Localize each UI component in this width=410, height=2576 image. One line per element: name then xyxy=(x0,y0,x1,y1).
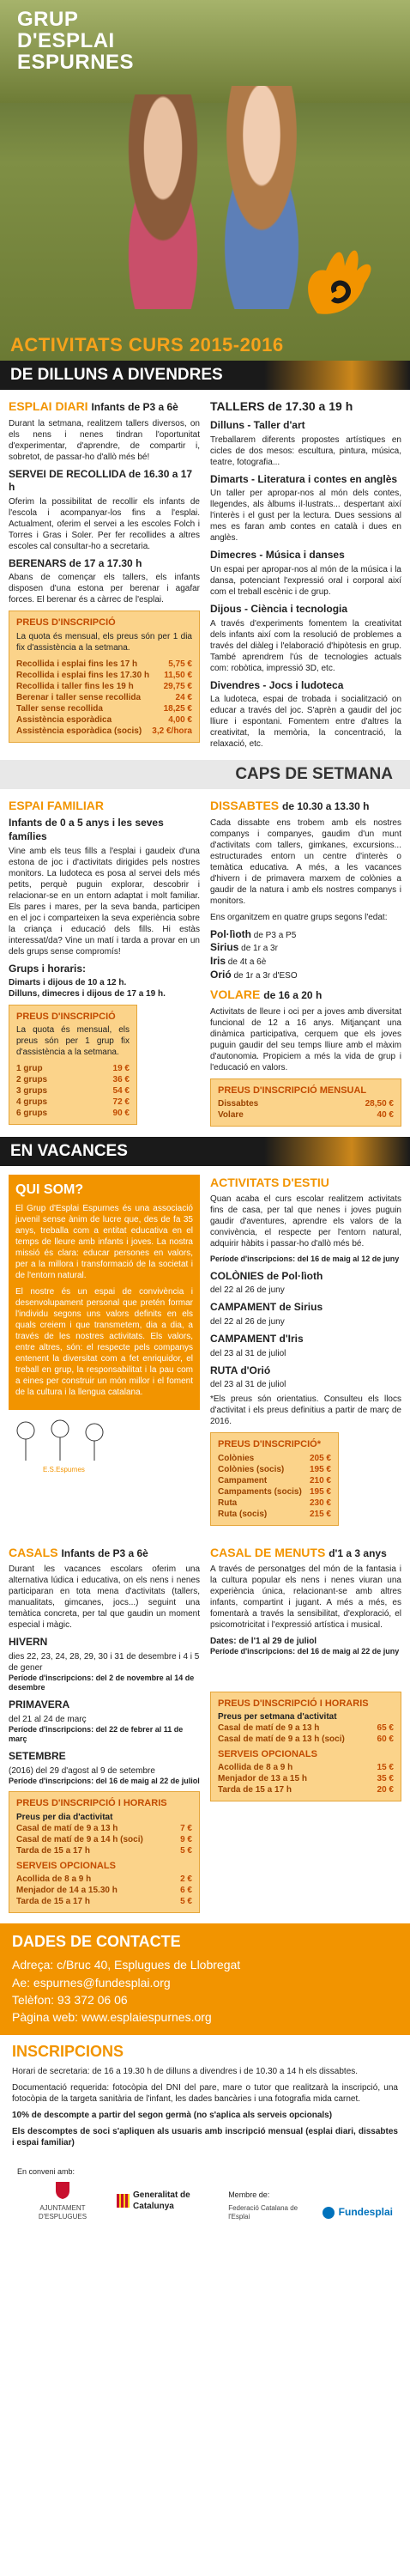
berenars-text: Abans de començar els tallers, els infants disposen d'una estona per berenar i agafar forces. El berenar és a càrrec de l'esplai. xyxy=(9,573,200,605)
price-row: Berenar i taller sense recollida 24 € xyxy=(16,692,192,702)
quisom-column xyxy=(9,1175,200,1531)
dissabtes-price-box: PREUS D'INSCRIPCIÓ MENSUAL Dissabtes 28,50 € Volare 40 € xyxy=(210,1078,401,1127)
contact-web[interactable]: Pàgina web: www.esplaiespurnes.org xyxy=(12,2009,212,2024)
contact-band xyxy=(0,1923,410,2035)
holidays-section xyxy=(0,1166,410,1536)
price-row: Recollida i esplai fins les 17 h 5,75 € xyxy=(16,659,192,669)
hero-banner xyxy=(0,0,410,361)
casals-price-box: PREUS D'INSCRIPCIÓ I HORARIS Preus per dia d'activitat Casal de matí de 9 a 13 h 7 € Casal de matí de 9 a 14 h (soci) 9 € Tarda de 15 a 17 h 5 € SERVEIS OPCIONALS Acollida de 8 a 9 h 2 € Menjador de 14 a 15.30 h 6 € Tarda de 15 a 17 h 5 € xyxy=(9,1791,200,1913)
weekday-price-box: PREUS D'INSCRIPCIÓ La quota és mensual, els preus són per 1 dia fix d'assistència a la setmana. Recollida i esplai fins les 17 h 5,75 € Recollida i esplai fins les 17.30 h 11,50 € Recollida i taller fins les 19 h 29,75 € Berenar i taller sense recollida 24 € Taller sense recollida 18,25 € Assistència esporàdica 4,00 € Assistència esporàdica (socis) 3,2 €/hora xyxy=(9,611,200,742)
band-weekend: CAPS DE SETMANA xyxy=(0,760,410,789)
casals-section xyxy=(0,1536,410,1923)
drawing-caption: E.S.Espurnes xyxy=(43,1465,85,1473)
berenars-heading: BERENARS de 17 a 17.30 h xyxy=(9,556,142,569)
fcesplai-logo: Federació Catalana de l'Esplai xyxy=(228,2203,298,2221)
generalitat-icon xyxy=(117,2194,130,2208)
price-row: Taller sense recollida 18,25 € xyxy=(16,703,192,714)
price-row: Assistència esporàdica 4,00 € xyxy=(16,714,192,725)
recollida-text: Oferim la possibilitat de recollir els infants de l'escola i acompanyar-los fins a l'esplai. Actualment, oferim el servei a les escoles Folch i Torres i Gras i Soler. Per fer recollides a altres escoles cal consultar-ho a secretaria. xyxy=(9,496,200,551)
menuts-price-box: PREUS D'INSCRIPCIÓ I HORARIS Preus per setmana d'activitat Casal de matí de 9 a 13 h 65 € Casal de matí de 9 a 13 h (soci) 60 € SERVEIS OPCIONALS Acollida de 8 a 9 h 15 € Menjador de 13 a 15 h 35 € Tarda de 15 a 17 h 20 € xyxy=(210,1692,401,1802)
band-weekday: DE DILLUNS A DIVENDRES xyxy=(0,361,410,390)
inscriptions-section: INSCRIPCIONS Horari de secretaria: de 16 a 19.30 h de dilluns a divendres i de 10.30 a 14 h els dissabtes. Documentació requerida: fotocòpia del DNI del pare, mare o tutor que realitzarà la inscripció, una fotocòpia de la targeta sanitària de l'infant, les dades bancàries i una fotografia mida carnet. 10% de descompte a partir del segon germà (no s'aplica als serveis opcionals) Els descomptes de soci s'apliquen als usuaris amb inscripció mensual (esplai diari, dissabtes i espai familiar) xyxy=(12,2043,398,2148)
espurnes-hand-logo-icon xyxy=(292,232,386,326)
footer: En conveni amb: AJUNTAMENT D'ESPLUGUES Generalitat de Catalunya Membre de: Federació Catalana de l'Esplai Fundesplai xyxy=(17,2166,393,2221)
weekday-section xyxy=(0,390,410,760)
weekday-left-column xyxy=(9,398,200,755)
esplai-diari-heading: ESPLAI DIARI Infants de P3 a 6è xyxy=(9,399,178,413)
children-drawing-icon xyxy=(9,1413,120,1473)
group-name: GRUP D'ESPLAI ESPURNES xyxy=(17,8,135,75)
main-title: ACTIVITATS CURS 2015-2016 xyxy=(10,334,284,355)
band-holidays: EN VACANCES xyxy=(0,1137,410,1166)
contact-address: Adreça: c/Bruc 40, Esplugues de Llobregat xyxy=(12,1958,241,1972)
price-row: Recollida i esplai fins les 17.30 h 11,50 € xyxy=(16,670,192,680)
estiu-column: ACTIVITATS D'ESTIU Quan acaba el curs escolar realitzem activitats fins de casa, per tal que nenes i joves puguin gaudir d'aventures, aprendre els valors de la convivència, el respecte per l'entorn natural, adquirir hàbits i passar-ho d'allò més bé. Període d'inscripcions: del 16 de maig al 12 de juny COLÒNIES de Pol·lìoth del 22 al 26 de juny CAMPAMENT de Sirius del 22 al 26 de juny CAMPAMENT d'Iris del 23 al 31 de juliol RUTA d'Orió del 23 al 31 de juliol *Els preus són orientatius. Consulteu els llocs d'activitat i els preus definitius a partir de març de 2016. PREUS D'INSCRIPCIÓ* Colònies 205 € Colònies (socis) 195 € Campament 210 € Campaments (socis) 195 € Ruta 230 € Ruta (socis) 215 € xyxy=(210,1175,401,1531)
shield-icon xyxy=(54,2180,71,2201)
casals-column: CASALS Infants de P3 a 6è Durant les vacances escolars oferim una alternativa lúdica i educativa, on els nens i nenes participaran en tota mena d'activitats (tallers, manualitats, gimcanes, jocs...) seguint una temàtica concreta, per tal que gaudin un moment especial i màgic. HIVERN dies 22, 23, 24, 28, 29, 30 i 31 de desembre i 4 i 5 de gener Període d'inscripcions: del 2 de novembre al 14 de desembre PRIMAVERA del 21 al 24 de març Període d'inscripcions: del 22 de febrer al 11 de març SETEMBRE (2016) del 29 d'agost al 9 de setembre Període d'inscripcions: del 16 de maig al 22 de juliol PREUS D'INSCRIPCIÓ I HORARIS Preus per dia d'activitat Casal de matí de 9 a 13 h 7 € Casal de matí de 9 a 14 h (soci) 9 € Tarda de 15 a 17 h 5 € SERVEIS OPCIONALS Acollida de 8 a 9 h 2 € Menjador de 14 a 15.30 h 6 € Tarda de 15 a 17 h 5 € xyxy=(9,1545,200,1918)
familiar-price-box: PREUS D'INSCRIPCIÓ La quota és mensual, els preus són per 1 grup fix d'assistència a la setmana. 1 grup 19 € 2 grups 36 € 3 grups 54 € 4 grups 72 € 6 grups 90 € xyxy=(9,1005,137,1125)
qui-som-box: QUI SOM? El Grup d'Esplai Espurnes és una associació juvenil sense ànim de lucre que, des de fa 35 anys, treballa com a entitat educativa en el temps de lleure amb infants i joves. La nostra missió és clara: educar persones en valors, per a la millora i transformació de la societat i de l'entorn natural. El nostre és un espai de convivència i desenvolupament personal que pretén formar l'individu segons uns valors definits en els quals creiem i que transmetem, dia a dia, a través de les nostres activitats. Els valors, entre altres, són: el respecte pels companys entenent la diversitat com a fet enriquidor, el treball en grup, la responsabilitat i la pau com a eines per construir un món millor i el foment de la cultura i la llengua catalana. xyxy=(9,1175,200,1410)
contact-title: DADES DE CONTACTE xyxy=(12,1932,181,1950)
ajuntament-logo: AJUNTAMENT D'ESPLUGUES xyxy=(17,2180,108,2221)
esplai-diari-text: Durant la setmana, realitzem tallers diversos, on els nens i nenes tindran l'oportunitat d'experimentar, d'aprendre, de compartir i, sobretot, de passar-ho d'allò més bé! xyxy=(9,418,200,462)
tallers-heading: TALLERS de 17.30 a 19 h xyxy=(210,399,353,413)
weekend-right-column: DISSABTES de 10.30 a 13.30 h Cada dissabte ens trobem amb els nostres companys i companyes, gaudim d'un munt d'activitats com tallers, gimkanes, excursions... estructurades entorn un centre d'interès o temàtica educativa. A més, a les vacances d'hivern i de primavera marxem de colònies a gaudir de la natura i amb els nostres companys i monitors. Ens organitzem en quatre grups segons l'edat: Pol·lìoth de P3 a P5 Sirius de 1r a 3r Iris de 4t a 6è Orió de 1r a 3r d'ESO VOLARE de 16 a 20 h Activitats de lleure i oci per a joves amb diversitat funcional de 12 a 16 anys. Mitjançant una dinàmica participativa, cerquem que els joves puguin gaudir del seu temps lliure amb el màxim d'autonomia. Propiciem a més la vida de grup i l'educació en valors. PREUS D'INSCRIPCIÓ MENSUAL Dissabtes 28,50 € Volare 40 € xyxy=(210,798,401,1132)
estiu-price-box: PREUS D'INSCRIPCIÓ* Colònies 205 € Colònies (socis) 195 € Campament 210 € Campaments (socis) 195 € Ruta 230 € Ruta (socis) 215 € xyxy=(210,1432,339,1525)
generalitat-logo: Generalitat de Catalunya xyxy=(117,2190,228,2212)
price-row: Recollida i taller fins les 19 h 29,75 € xyxy=(16,681,192,691)
contact-email[interactable]: Ae: espurnes@fundesplai.org xyxy=(12,1975,171,1990)
price-row: Assistència esporàdica (socis) 3,2 €/hora xyxy=(16,726,192,736)
fundesplai-logo: Fundesplai xyxy=(322,2206,393,2220)
fundesplai-icon xyxy=(322,2206,335,2220)
menuts-column: CASAL DE MENUTS d'1 a 3 anys A través de personatges del món de la fantasia i la cultura popular els nens i nenes viuran una experiència única, relacionant-se amb altres infants, compartint i jugant. A més a més, es fomentarà a través la sensibilitat, d'exploració, el psicomotricitat i l'expressió artística i musical. Dates: de l'1 al 29 de juliol Període d'inscripcions: del 16 de maig al 22 de juny PREUS D'INSCRIPCIÓ I HORARIS Preus per setmana d'activitat Casal de matí de 9 a 13 h 65 € Casal de matí de 9 a 13 h (soci) 60 € SERVEIS OPCIONALS Acollida de 8 a 9 h 15 € Menjador de 13 a 15 h 35 € Tarda de 15 a 17 h 20 € xyxy=(210,1545,401,1918)
weekend-section xyxy=(0,789,410,1137)
contact-phone[interactable]: Telèfon: 93 372 06 06 xyxy=(12,1992,128,2007)
recollida-heading: SERVEI DE RECOLLIDA de 16.30 a 17 h xyxy=(9,467,193,494)
weekend-left-column: ESPAI FAMILIAR Infants de 0 a 5 anys i les seves famílies Vine amb els teus fills a l'esplai i gaudeix d'una estona de joc i d'activitats dirigides pels nostres monitors. La ludoteca es posa al servei dels més petits, perquè puguin explorar, descobrir i relacionar-se en un entorn adaptat i molt familiar. Els pares i mares, per la seva banda, participen en el joc i comparteixen la seva experiència sobre la criança i educació dels fills. Hi estàs interessat/da? Vine un matí i tarda a provar en un dels grups sense compromís! Grups i horaris: Dimarts i dijous de 10 a 12 h. Dilluns, dimecres i dijous de 17 a 19 h. PREUS D'INSCRIPCIÓ La quota és mensual, els preus són per 1 grup fix d'assistència a la setmana. 1 grup 19 € 2 grups 36 € 3 grups 54 € 4 grups 72 € 6 grups 90 € xyxy=(9,798,200,1132)
weekday-right-column: TALLERS de 17.30 a 19 h Dilluns - Taller d'art Treballarem diferents propostes artístiques en cicles de dos mesos: escultura, pintura, música, teatre, fotografia... Dimarts - Literatura i contes en anglès Un taller per apropar-nos al món dels contes, llegendes, als àlbums il·lustrats... despertant així l'interès i el gust per la lectura. Dues sessions al mes es faran amb contes en català i dues en anglès. Dimecres - Música i danses Un espai per apropar-nos al món de la música i la dansa, potenciant l'expressió oral i corporal així com el treball escènic i de grup. Dijous - Ciència i tecnologia A través d'experiments fomentem la creativitat dels infants així com la resolució de problemes a través del diàleg i l'elaboració d'hipòtesis en grup. També aprendrem l'ús de tecnologies actuals com: robòtica, impressió 3D, etc. Divendres - Jocs i ludoteca La ludoteca, espai de trobada i socialització on educar a través del joc. S'aprèn a gaudir del joc lliure i espontani. Fomentem entre d'altres la creativitat, la memòria, la concentració, la relaxació, etc. xyxy=(210,399,401,750)
